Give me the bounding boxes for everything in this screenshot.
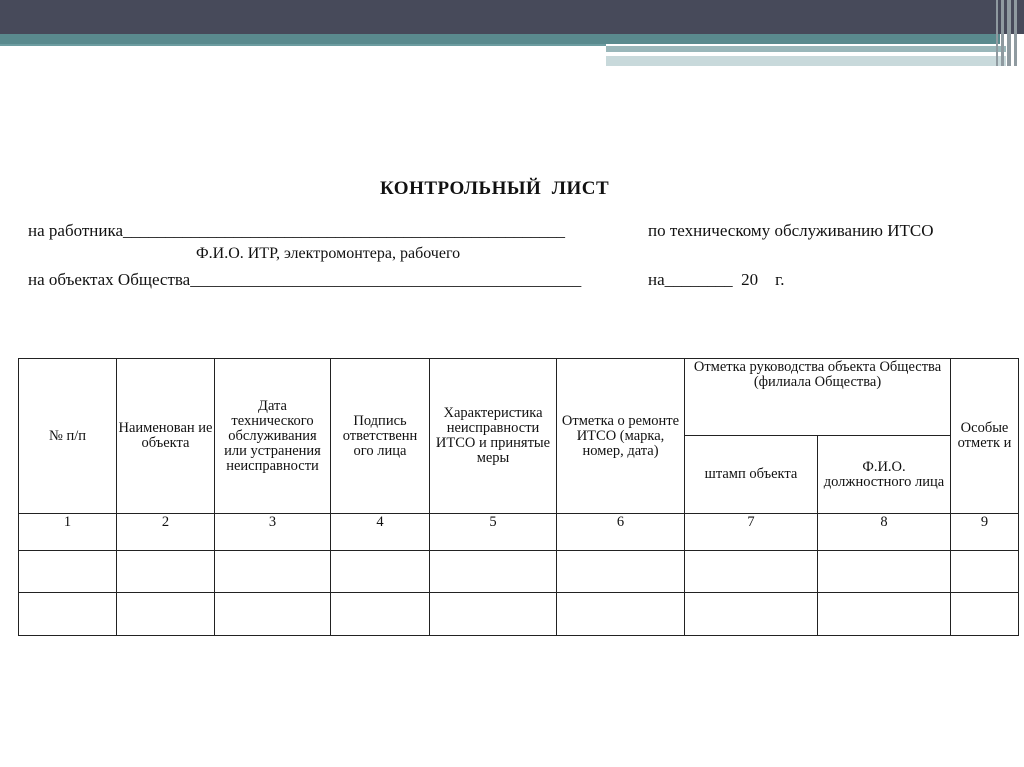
table-cell[interactable] — [818, 593, 951, 636]
table-cell[interactable] — [331, 593, 430, 636]
column-number: 6 — [557, 514, 685, 551]
column-number: 2 — [117, 514, 215, 551]
worker-field: на работника____________________________________________________ — [28, 221, 566, 240]
column-number-row — [19, 514, 1019, 551]
slide-corner-line — [1014, 0, 1017, 66]
slide-accent-line — [0, 44, 606, 46]
slide-corner-line — [1001, 0, 1004, 66]
table-cell[interactable] — [215, 551, 331, 593]
slide-header-bar — [0, 0, 1024, 34]
table-header-row — [19, 359, 1019, 436]
header-special-notes: Особые отметк и — [951, 359, 1019, 514]
column-number: 9 — [951, 514, 1019, 551]
table-cell[interactable] — [557, 551, 685, 593]
header-management-mark: Отметка руководства объекта Общества (филиала Общества) — [685, 359, 951, 436]
column-number: 8 — [818, 514, 951, 551]
header-official-name: Ф.И.О. должностного лица — [818, 436, 951, 514]
table-cell[interactable] — [19, 593, 117, 636]
header-fault-description: Характеристика неисправности ИТСО и принятые меры — [430, 359, 557, 514]
table-cell[interactable] — [430, 551, 557, 593]
column-number: 5 — [430, 514, 557, 551]
slide-accent-stripe-light — [606, 56, 1006, 66]
table-cell[interactable] — [818, 551, 951, 593]
table-cell[interactable] — [685, 551, 818, 593]
table-cell[interactable] — [685, 593, 818, 636]
header-repair-mark: Отметка о ремонте ИТСО (марка, номер, дата) — [557, 359, 685, 514]
service-type-text: по техническому обслуживанию ИТСО — [648, 221, 934, 240]
table-cell[interactable] — [951, 593, 1019, 636]
table-cell[interactable] — [117, 551, 215, 593]
slide-corner-line — [996, 0, 998, 66]
column-number: 4 — [331, 514, 430, 551]
slide-accent-band — [0, 34, 1000, 44]
table-cell[interactable] — [430, 593, 557, 636]
column-number: 3 — [215, 514, 331, 551]
control-sheet-table — [18, 358, 1019, 636]
slide-corner-line — [1007, 0, 1011, 66]
table-row — [19, 551, 1019, 593]
table-cell[interactable] — [215, 593, 331, 636]
header-object-name: Наименован ие объекта — [117, 359, 215, 514]
table-row — [19, 593, 1019, 636]
worker-field-caption: Ф.И.О. ИТР, электромонтера, рабочего — [196, 245, 461, 262]
table-cell[interactable] — [951, 551, 1019, 593]
column-number: 7 — [685, 514, 818, 551]
header-signature: Подпись ответственн ого лица — [331, 359, 430, 514]
company-objects-field: на объектах Общества______________________________________________ — [28, 270, 582, 289]
date-field: на________ 20 г. — [648, 270, 785, 289]
table-cell[interactable] — [331, 551, 430, 593]
table-cell[interactable] — [557, 593, 685, 636]
document-title: КОНТРОЛЬНЫЙ ЛИСТ — [380, 178, 610, 199]
table-cell[interactable] — [19, 551, 117, 593]
header-object-stamp: штамп объекта — [685, 436, 818, 514]
header-number: № п/п — [19, 359, 117, 514]
table-cell[interactable] — [117, 593, 215, 636]
column-number: 1 — [19, 514, 117, 551]
header-service-date: Дата технического обслуживания или устранения неисправности — [215, 359, 331, 514]
